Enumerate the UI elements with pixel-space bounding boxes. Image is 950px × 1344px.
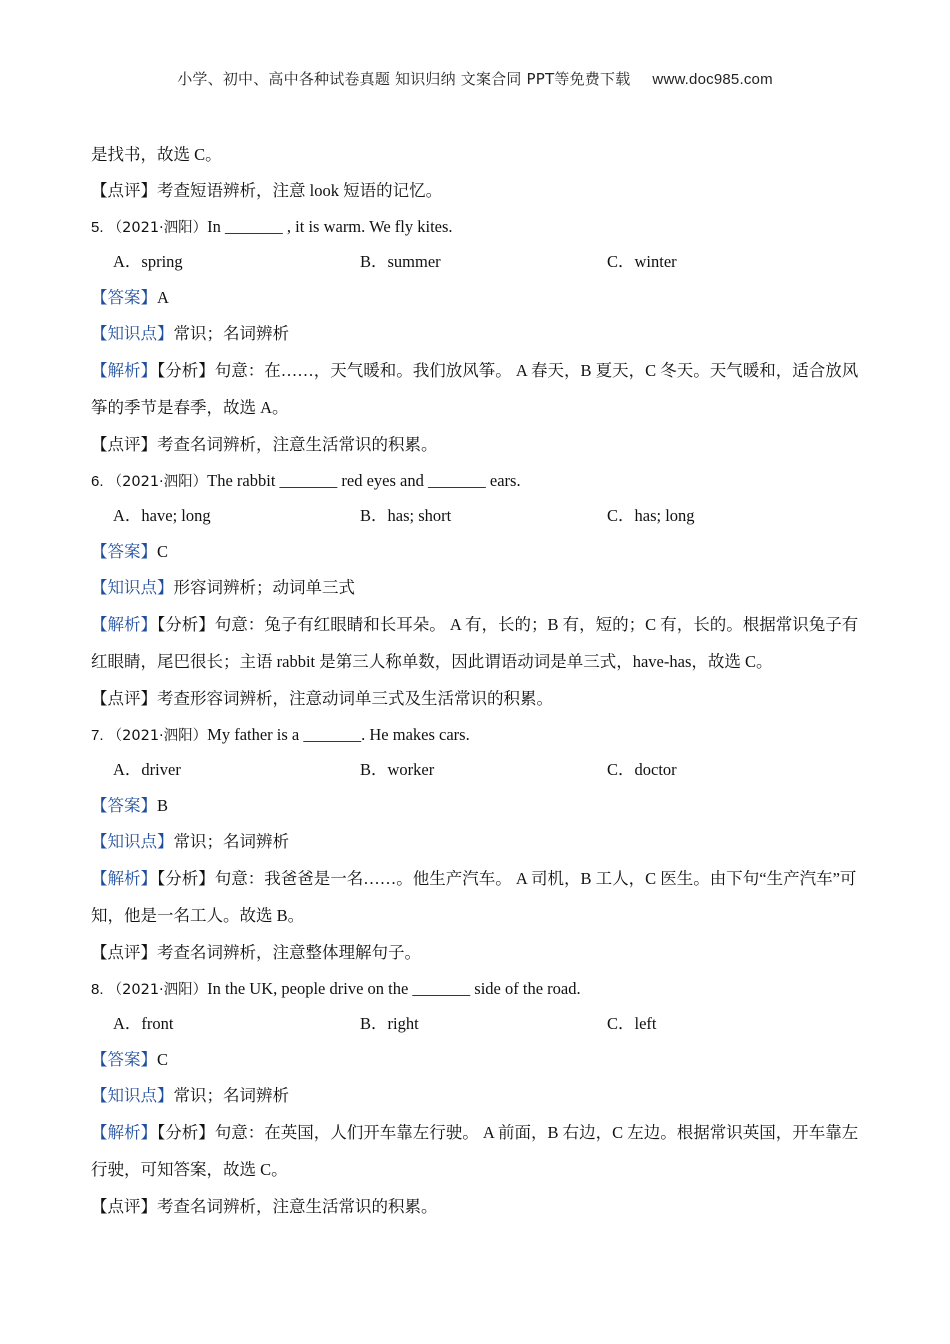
option-a: A．have; long: [113, 506, 211, 526]
option-c: C．left: [607, 1014, 657, 1034]
analysis-paragraph: [91, 860, 861, 935]
analysis-label: 【解析】: [91, 614, 157, 634]
answer-value: C: [157, 542, 169, 562]
knowledge-text: 常识；名词辨析: [173, 323, 289, 343]
answer-line: [91, 280, 861, 316]
option-b: B．right: [360, 1014, 419, 1034]
option-b: B．summer: [360, 252, 441, 272]
option-a: A．driver: [113, 760, 181, 780]
knowledge-text: 常识；名词辨析: [173, 1085, 289, 1105]
options-row: [91, 1006, 861, 1042]
question-number: 7.: [91, 726, 104, 744]
option-b: B．worker: [360, 760, 435, 780]
question-number: 8.: [91, 980, 104, 998]
answer-label: 【答案】: [91, 288, 157, 308]
options-row: [91, 752, 861, 788]
analysis-label: 【解析】: [91, 360, 157, 380]
page-header: [0, 68, 950, 89]
comment-text: 考查名词辨析，注意生活常识的积累。: [157, 434, 438, 454]
knowledge-label: 【知识点】: [91, 323, 174, 343]
question-8: [91, 971, 861, 1225]
comment-line: [91, 681, 861, 717]
answer-label: 【答案】: [91, 542, 157, 562]
option-b: B．has; short: [360, 506, 452, 526]
answer-line: [91, 534, 861, 570]
question-6: [91, 463, 861, 717]
comment-text: 考查名词辨析，注意生活常识的积累。: [157, 1196, 438, 1216]
header-url[interactable]: www.doc985.com: [652, 71, 773, 88]
options-row: [91, 498, 861, 534]
question-text: In _______ , it is warm. We fly kites.: [207, 216, 453, 236]
options-row: [91, 244, 861, 280]
comment-label: 【点评】: [91, 180, 157, 200]
comment-label: 【点评】: [91, 1196, 157, 1216]
knowledge-text: 形容词辨析；动词单三式: [173, 577, 355, 597]
option-c: C．winter: [607, 252, 677, 272]
knowledge-line: [91, 570, 861, 606]
answer-line: [91, 1042, 861, 1078]
answer-label: 【答案】: [91, 1050, 157, 1070]
analysis-label: 【解析】: [91, 1122, 157, 1142]
analysis-label: 【解析】: [91, 868, 157, 888]
question-number: 6.: [91, 472, 104, 490]
knowledge-line: [91, 1078, 861, 1114]
answer-value: C: [157, 1050, 169, 1070]
document-body: [91, 137, 861, 1225]
comment-label: 【点评】: [91, 942, 157, 962]
question-text: In the UK, people drive on the _______ side of the road.: [207, 978, 581, 998]
question-source: （2021·泗阳）: [107, 219, 208, 236]
comment-line: [91, 427, 861, 463]
analysis-text: 【分析】句意：在……，天气暖和。我们放风筝。 A 春天，B 夏天，C 冬天。天气暖和，适合放风筝的季节是春季，故选 A。: [91, 360, 859, 418]
comment-label: 【点评】: [91, 688, 157, 708]
comment-text: 考查短语辨析，注意 look 短语的记忆。: [157, 180, 443, 200]
header-text: 小学、初中、高中各种试卷真题 知识归纳 文案合同 PPT等免费下载: [177, 70, 631, 88]
comment-label: 【点评】: [91, 434, 157, 454]
analysis-text: 【分析】句意：我爸爸是一名……。他生产汽车。 A 司机，B 工人，C 医生。由下句“生产汽车”可知，他是一名工人。故选 B。: [91, 868, 857, 926]
answer-label: 【答案】: [91, 796, 157, 816]
question-stem: [91, 209, 861, 245]
comment-line: [91, 935, 861, 971]
knowledge-label: 【知识点】: [91, 831, 174, 851]
analysis-text: 【分析】句意：在英国，人们开车靠左行驶。 A 前面，B 右边，C 左边。根据常识英国，开车靠左行驶，可知答案，故选 C。: [91, 1122, 859, 1180]
question-text: The rabbit _______ red eyes and _______ ears.: [207, 470, 521, 490]
analysis-text: 【分析】句意：兔子有红眼睛和长耳朵。 A 有，长的；B 有，短的；C 有，长的。根据常识兔子有红眼睛，尾巴很长；主语 rabbit 是第三人称单数，因此谓语动词是单三式，have-has，故选 C。: [91, 614, 859, 672]
intro-comment: [91, 173, 861, 209]
answer-value: A: [157, 288, 169, 308]
question-7: [91, 717, 861, 971]
option-a: A．spring: [113, 252, 183, 272]
analysis-paragraph: [91, 606, 861, 681]
question-stem: [91, 717, 861, 753]
knowledge-label: 【知识点】: [91, 1085, 174, 1105]
comment-text: 考查形容词辨析，注意动词单三式及生活常识的积累。: [157, 688, 553, 708]
knowledge-label: 【知识点】: [91, 577, 174, 597]
question-source: （2021·泗阳）: [107, 981, 208, 998]
knowledge-line: [91, 824, 861, 860]
knowledge-line: [91, 316, 861, 352]
answer-line: [91, 788, 861, 824]
analysis-paragraph: [91, 352, 861, 427]
option-c: C．has; long: [607, 506, 695, 526]
comment-text: 考查名词辨析，注意整体理解句子。: [157, 942, 421, 962]
question-source: （2021·泗阳）: [107, 727, 208, 744]
question-text: My father is a _______. He makes cars.: [207, 724, 470, 744]
knowledge-text: 常识；名词辨析: [173, 831, 289, 851]
question-stem: [91, 463, 861, 499]
question-number: 5.: [91, 218, 104, 236]
intro-continuation: 是找书，故选 C。: [91, 145, 222, 164]
comment-line: [91, 1189, 861, 1225]
option-c: C．doctor: [607, 760, 677, 780]
question-5: [91, 209, 861, 463]
question-stem: [91, 971, 861, 1007]
analysis-paragraph: [91, 1114, 861, 1189]
answer-value: B: [157, 796, 169, 816]
question-source: （2021·泗阳）: [107, 473, 208, 490]
option-a: A．front: [113, 1014, 174, 1034]
